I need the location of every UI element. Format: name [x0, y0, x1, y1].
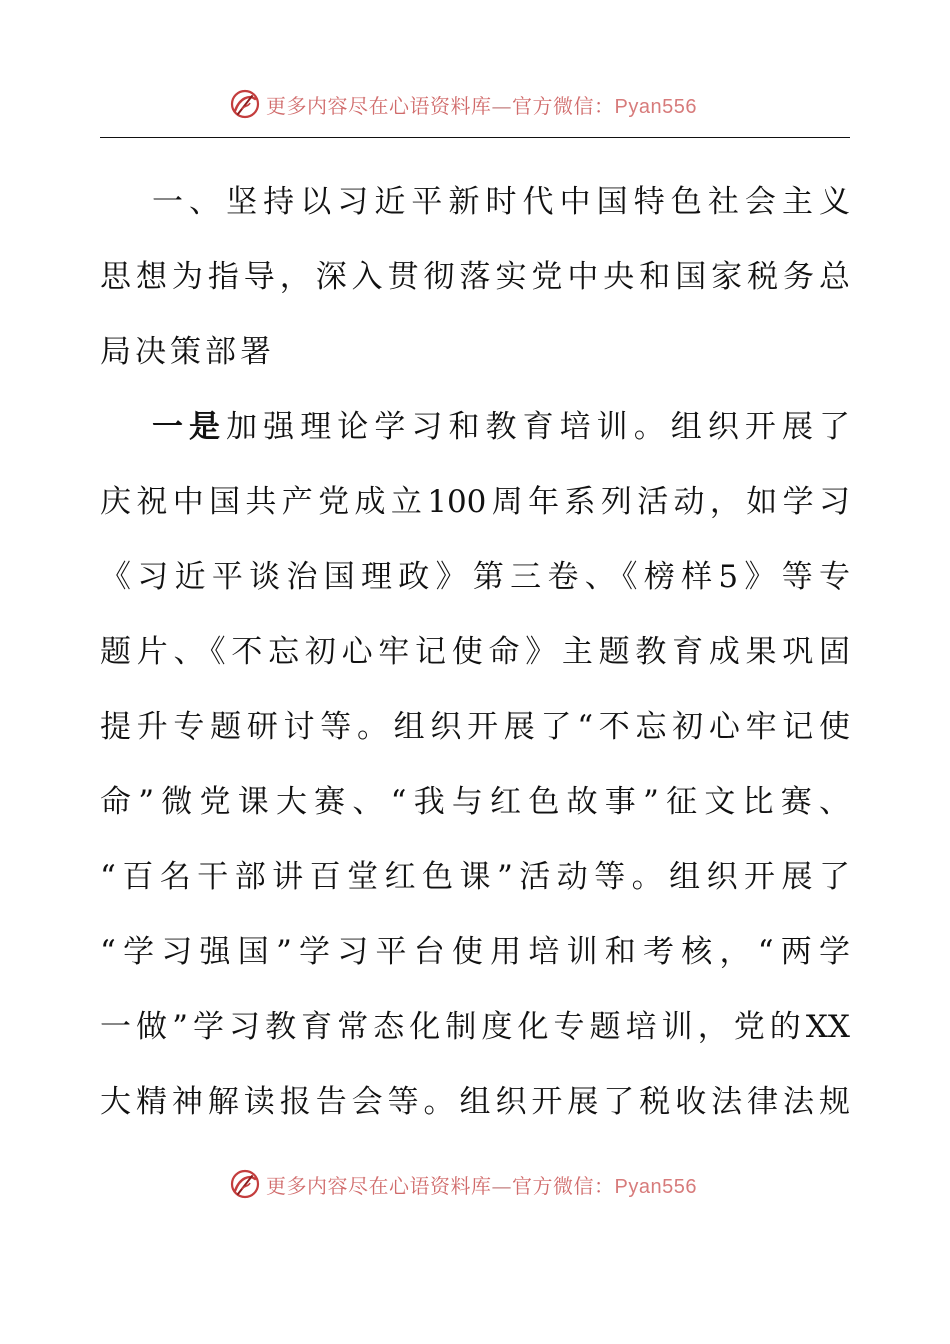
- pen-swirl-logo-icon: [228, 1167, 262, 1201]
- paragraph-line-10: 大精神解读报告会等。组织开展了税收法律法规: [100, 1084, 850, 1120]
- heading-line-3: 局决策部署: [100, 334, 275, 370]
- document-body: [100, 165, 850, 1140]
- paragraph-line: [100, 915, 850, 990]
- paragraph-line-8: “学习强国”学习平台使用培训和考核，“两学: [100, 934, 850, 970]
- footer-banner-content: [228, 1164, 697, 1204]
- heading-line-2: 思想为指导，深入贯彻落实党中央和国家税务总: [100, 259, 850, 295]
- paragraph-line-4: 题片、《不忘初心牢记使命》主题教育成果巩固: [100, 634, 850, 670]
- pen-swirl-logo-icon: [228, 87, 262, 121]
- header-banner: [0, 84, 950, 124]
- header-banner-text: [266, 90, 697, 119]
- paragraph-lead: 一是: [152, 409, 227, 445]
- paragraph-line-6: 命”微党课大赛、“我与红色故事”征文比赛、: [100, 784, 850, 820]
- banner-site-name: 更多内容尽在心语资料库: [266, 93, 492, 118]
- header-rule: [100, 137, 850, 138]
- paragraph-line: [100, 1065, 850, 1140]
- heading-line: [100, 165, 850, 240]
- paragraph-line: [100, 765, 850, 840]
- banner-wechat-label: 官方微信：: [512, 93, 615, 118]
- paragraph-line-2: 庆祝中国共产党成立100周年系列活动，如学习: [100, 484, 850, 520]
- banner-wechat-label: 官方微信：: [512, 1173, 615, 1198]
- paragraph-first-rest: 加强理论学习和教育培训。组织开展了: [226, 409, 850, 445]
- banner-separator: —: [491, 1173, 512, 1198]
- header-banner-content: [228, 84, 697, 124]
- paragraph-line: [100, 390, 850, 465]
- paragraph-line-9: 一做”学习教育常态化制度化专题培训，党的XX: [100, 1009, 850, 1045]
- banner-separator: —: [491, 93, 512, 118]
- paragraph-line-3: 《习近平谈治国理政》第三卷、《榜样5》等专: [100, 559, 850, 595]
- paragraph-line: [100, 690, 850, 765]
- paragraph-line: [100, 615, 850, 690]
- banner-site-name: 更多内容尽在心语资料库: [266, 1173, 492, 1198]
- footer-banner: [0, 1164, 950, 1204]
- paragraph-line: [100, 540, 850, 615]
- banner-wechat-id: Pyan556: [614, 95, 697, 118]
- heading-line: [100, 315, 850, 390]
- paragraph-line-5: 提升专题研讨等。组织开展了“不忘初心牢记使: [100, 709, 850, 745]
- paragraph-line: [100, 990, 850, 1065]
- paragraph-line-7: “百名干部讲百堂红色课”活动等。组织开展了: [100, 859, 850, 895]
- paragraph-line: [100, 840, 850, 915]
- paragraph-first-line: [152, 390, 850, 465]
- heading-line: [100, 240, 850, 315]
- banner-wechat-id: Pyan556: [614, 1175, 697, 1198]
- paragraph-line: [100, 465, 850, 540]
- footer-banner-text: [266, 1170, 697, 1199]
- heading-line-1: 一、坚持以习近平新时代中国特色社会主义: [152, 184, 850, 220]
